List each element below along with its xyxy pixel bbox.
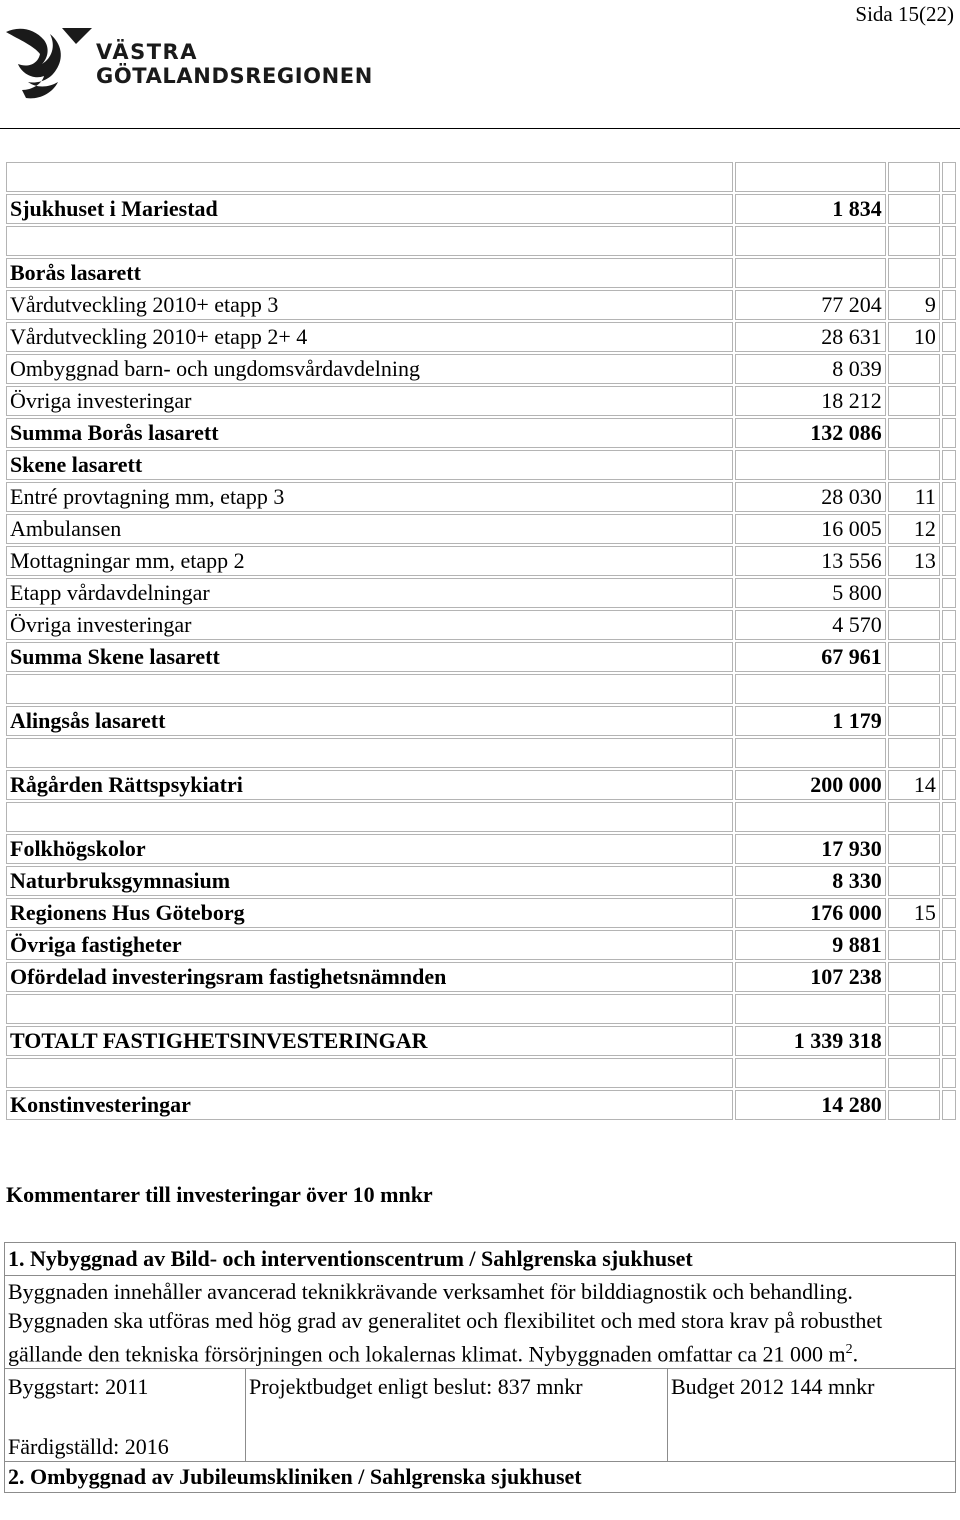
row-value: 9 881 xyxy=(735,930,885,960)
row-filler xyxy=(942,674,956,704)
table-row xyxy=(6,770,956,800)
row-label: Ombyggnad barn- och ungdomsvårdavdelning xyxy=(6,354,733,384)
row-note xyxy=(888,994,940,1024)
row-value: 1 339 318 xyxy=(735,1026,885,1056)
row-note: 14 xyxy=(888,770,940,800)
row-label: Naturbruksgymnasium xyxy=(6,866,733,896)
item1-budget-decision: Projektbudget enligt beslut: 837 mnkr xyxy=(246,1369,668,1461)
table-row xyxy=(6,834,956,864)
row-value: 67 961 xyxy=(735,642,885,672)
logo-line-1: VÄSTRA xyxy=(96,40,198,64)
row-note xyxy=(888,450,940,480)
table-spacer-row xyxy=(6,738,956,768)
row-filler xyxy=(942,802,956,832)
row-filler xyxy=(942,610,956,640)
row-label: Övriga fastigheter xyxy=(6,930,733,960)
table-row xyxy=(6,194,956,224)
row-label: Sjukhuset i Mariestad xyxy=(6,194,733,224)
row-filler xyxy=(942,578,956,608)
row-value xyxy=(735,738,885,768)
row-value xyxy=(735,674,885,704)
row-note xyxy=(888,866,940,896)
row-value: 176 000 xyxy=(735,898,885,928)
row-filler xyxy=(942,386,956,416)
row-filler xyxy=(942,930,956,960)
row-label xyxy=(6,1058,733,1088)
logo-line-2: GÖTALANDSREGIONEN xyxy=(96,64,373,88)
row-note xyxy=(888,1026,940,1056)
table-row xyxy=(6,866,956,896)
row-value xyxy=(735,226,885,256)
row-filler xyxy=(942,994,956,1024)
row-label: Mottagningar mm, etapp 2 xyxy=(6,546,733,576)
row-value: 132 086 xyxy=(735,418,885,448)
row-note xyxy=(888,834,940,864)
table-row xyxy=(6,1026,956,1056)
row-filler xyxy=(942,482,956,512)
comments-title: Kommentarer till investeringar över 10 mnkr xyxy=(6,1182,433,1207)
row-filler xyxy=(942,162,956,192)
row-label: Övriga investeringar xyxy=(6,386,733,416)
row-label: Alingsås lasarett xyxy=(6,706,733,736)
row-filler xyxy=(942,770,956,800)
row-note xyxy=(888,962,940,992)
row-note xyxy=(888,354,940,384)
row-value: 1 834 xyxy=(735,194,885,224)
row-note xyxy=(888,578,940,608)
row-value: 107 238 xyxy=(735,962,885,992)
row-note xyxy=(888,1090,940,1120)
row-value: 18 212 xyxy=(735,386,885,416)
table-row xyxy=(6,354,956,384)
row-label xyxy=(6,738,733,768)
row-note: 10 xyxy=(888,322,940,352)
table-spacer-row xyxy=(6,674,956,704)
page-number: Sida 15(22) xyxy=(855,2,954,26)
row-filler xyxy=(942,514,956,544)
row-note xyxy=(888,418,940,448)
row-note xyxy=(888,674,940,704)
row-filler xyxy=(942,322,956,352)
row-label: Konstinvesteringar xyxy=(6,1090,733,1120)
table-row xyxy=(6,322,956,352)
row-note xyxy=(888,194,940,224)
table-row xyxy=(6,898,956,928)
table-row xyxy=(6,642,956,672)
row-filler xyxy=(942,546,956,576)
item1-text xyxy=(5,1276,955,1368)
table-row xyxy=(6,1090,956,1120)
table-row xyxy=(6,418,956,448)
row-note xyxy=(888,162,940,192)
row-note xyxy=(888,738,940,768)
row-value xyxy=(735,994,885,1024)
row-note: 12 xyxy=(888,514,940,544)
row-filler xyxy=(942,898,956,928)
row-filler xyxy=(942,834,956,864)
row-note: 11 xyxy=(888,482,940,512)
row-value xyxy=(735,450,885,480)
row-filler xyxy=(942,354,956,384)
row-note xyxy=(888,610,940,640)
row-value: 200 000 xyxy=(735,770,885,800)
row-label: Entré provtagning mm, etapp 3 xyxy=(6,482,733,512)
row-label: Summa Borås lasarett xyxy=(6,418,733,448)
row-value xyxy=(735,802,885,832)
row-label: Ofördelad investeringsram fastighetsnämnden xyxy=(6,962,733,992)
table-spacer-row xyxy=(6,994,956,1024)
item1-body: Byggnaden innehåller avancerad teknikkrävande verksamhet för bilddiagnostik och behandling. Byggnaden ska utföras med hög grad av generalitet och flexibilitet och med stora krav på robusthet gällande den tekniska försörjningen och lokalernas klimat. Nybyggnaden omfattar ca 21 000 m xyxy=(8,1279,883,1367)
row-note xyxy=(888,642,940,672)
comment-box xyxy=(4,1242,956,1493)
row-note xyxy=(888,386,940,416)
row-label: Regionens Hus Göteborg xyxy=(6,898,733,928)
row-value xyxy=(735,258,885,288)
row-label: Etapp vårdavdelningar xyxy=(6,578,733,608)
item1-heading: 1. Nybyggnad av Bild- och interventionscentrum / Sahlgrenska sjukhuset xyxy=(5,1243,955,1276)
table-row xyxy=(6,962,956,992)
logo-mark-icon xyxy=(4,24,94,106)
row-value: 77 204 xyxy=(735,290,885,320)
row-filler xyxy=(942,706,956,736)
item1-finished: Färdigställd: 2016 xyxy=(8,1434,169,1460)
row-filler xyxy=(942,418,956,448)
table-row xyxy=(6,514,956,544)
row-label: Vårdutveckling 2010+ etapp 3 xyxy=(6,290,733,320)
row-filler xyxy=(942,1026,956,1056)
row-value xyxy=(735,1058,885,1088)
table-row xyxy=(6,258,956,288)
row-value: 17 930 xyxy=(735,834,885,864)
item1-end: . xyxy=(852,1341,859,1367)
row-value: 16 005 xyxy=(735,514,885,544)
table-row xyxy=(6,482,956,512)
row-filler xyxy=(942,738,956,768)
row-label xyxy=(6,802,733,832)
row-value xyxy=(735,162,885,192)
header-divider xyxy=(0,128,960,129)
row-filler xyxy=(942,962,956,992)
table-spacer-row xyxy=(6,226,956,256)
row-label: Vårdutveckling 2010+ etapp 2+ 4 xyxy=(6,322,733,352)
row-value: 5 800 xyxy=(735,578,885,608)
row-filler xyxy=(942,642,956,672)
table-row xyxy=(6,706,956,736)
row-filler xyxy=(942,1058,956,1088)
item1-dates xyxy=(5,1369,246,1461)
item2-heading: 2. Ombyggnad av Jubileumskliniken / Sahlgrenska sjukhuset xyxy=(5,1461,955,1492)
table-row xyxy=(6,290,956,320)
row-value: 13 556 xyxy=(735,546,885,576)
row-filler xyxy=(942,226,956,256)
row-note xyxy=(888,706,940,736)
row-filler xyxy=(942,1090,956,1120)
row-note: 9 xyxy=(888,290,940,320)
row-value: 8 330 xyxy=(735,866,885,896)
row-label: Borås lasarett xyxy=(6,258,733,288)
row-label: Rågården Rättspsykiatri xyxy=(6,770,733,800)
row-value: 4 570 xyxy=(735,610,885,640)
table-row xyxy=(6,610,956,640)
table-row xyxy=(6,578,956,608)
row-note: 15 xyxy=(888,898,940,928)
item1-start: Byggstart: 2011 xyxy=(8,1374,149,1400)
row-note xyxy=(888,226,940,256)
row-label: Folkhögskolor xyxy=(6,834,733,864)
item1-superscript: 2 xyxy=(845,1342,853,1357)
row-value: 14 280 xyxy=(735,1090,885,1120)
row-filler xyxy=(942,450,956,480)
row-label: Övriga investeringar xyxy=(6,610,733,640)
item1-budget-year: Budget 2012 144 mnkr xyxy=(671,1374,875,1400)
row-label: Summa Skene lasarett xyxy=(6,642,733,672)
row-note: 13 xyxy=(888,546,940,576)
row-label xyxy=(6,226,733,256)
row-label: Ambulansen xyxy=(6,514,733,544)
row-label: TOTALT FASTIGHETSINVESTERINGAR xyxy=(6,1026,733,1056)
investment-table xyxy=(4,160,958,1122)
row-label xyxy=(6,162,733,192)
row-filler xyxy=(942,194,956,224)
row-note xyxy=(888,258,940,288)
row-label: Skene lasarett xyxy=(6,450,733,480)
row-note xyxy=(888,930,940,960)
row-value: 1 179 xyxy=(735,706,885,736)
row-note xyxy=(888,802,940,832)
row-label xyxy=(6,994,733,1024)
table-spacer-row xyxy=(6,1058,956,1088)
row-label xyxy=(6,674,733,704)
row-value: 28 030 xyxy=(735,482,885,512)
row-filler xyxy=(942,258,956,288)
table-spacer-row xyxy=(6,162,956,192)
row-value: 8 039 xyxy=(735,354,885,384)
table-row xyxy=(6,930,956,960)
table-spacer-row xyxy=(6,802,956,832)
region-logo xyxy=(4,24,404,106)
row-filler xyxy=(942,290,956,320)
table-row xyxy=(6,546,956,576)
row-filler xyxy=(942,866,956,896)
item1-facts xyxy=(5,1368,955,1461)
row-value: 28 631 xyxy=(735,322,885,352)
table-row xyxy=(6,386,956,416)
table-row xyxy=(6,450,956,480)
row-note xyxy=(888,1058,940,1088)
